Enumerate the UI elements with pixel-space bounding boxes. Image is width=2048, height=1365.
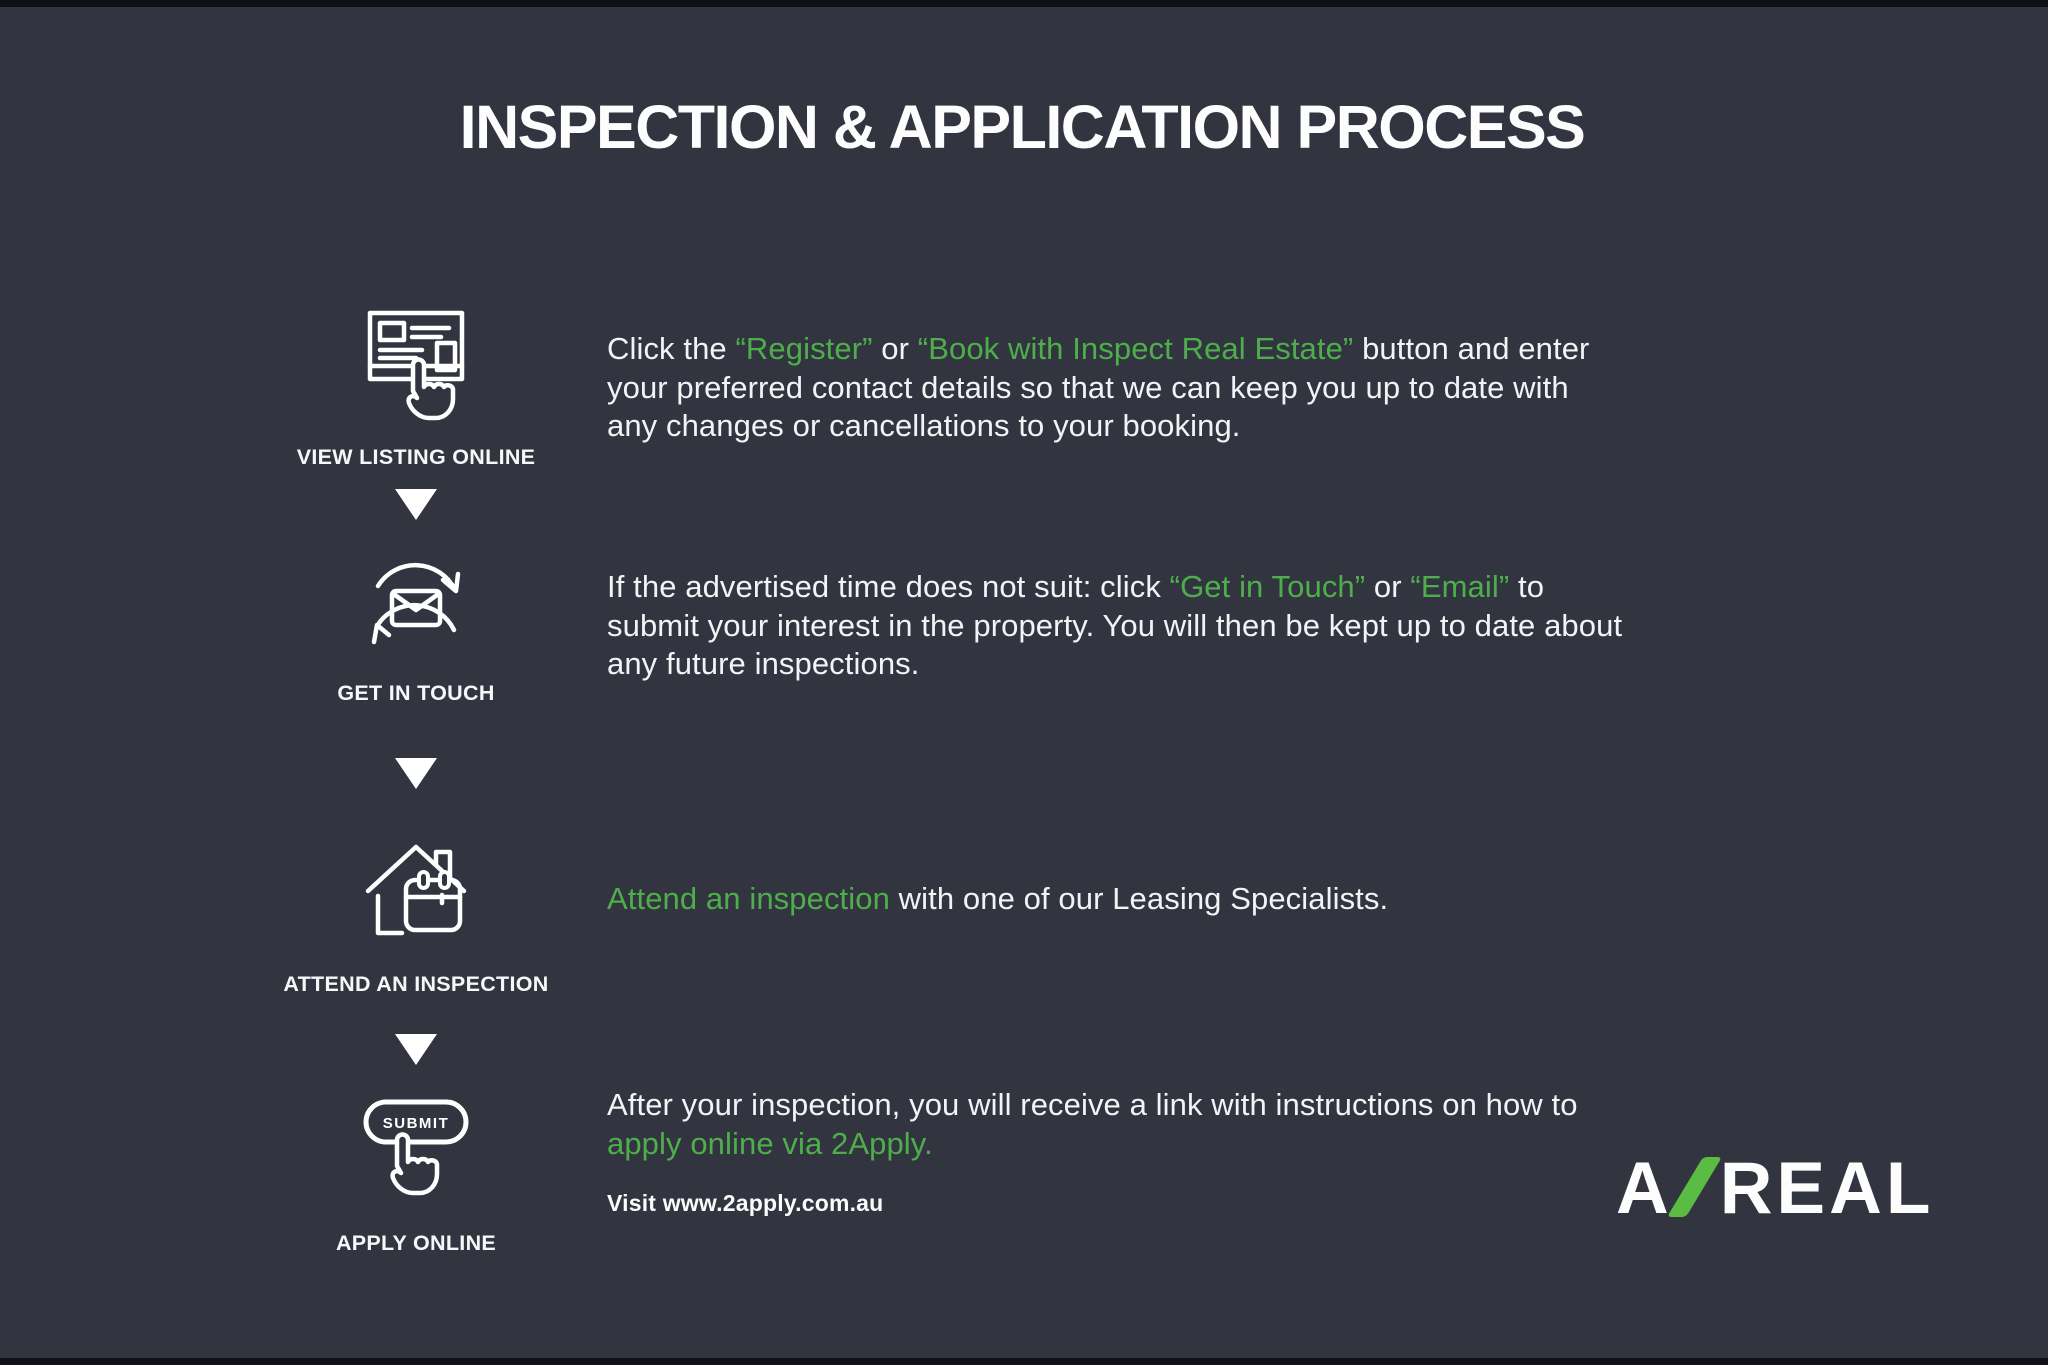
areal-logo <box>1616 1148 1935 1229</box>
submit-click-icon <box>358 1094 474 1203</box>
top-edge-bar <box>0 0 2048 7</box>
visit-2apply-note: Visit www.2apply.com.au <box>607 1190 884 1216</box>
step-label-apply-online: APPLY ONLINE <box>335 1231 497 1255</box>
desc2-seg: or <box>1365 569 1411 604</box>
page-title: INSPECTION & APPLICATION PROCESS <box>459 93 1585 161</box>
desc1-register-highlight: “Register” <box>735 331 873 366</box>
step-description-1 <box>607 330 1627 446</box>
desc1-seg: button and enter your preferred contact details so that we can keep you up to date with any changes or cancellations to your booking. <box>607 331 1590 443</box>
desc1-book-highlight: “Book with Inspect Real Estate” <box>917 331 1354 366</box>
desc2-get-in-touch-highlight: “Get in Touch” <box>1169 569 1366 604</box>
logo-word-real: REAL <box>1719 1148 1935 1229</box>
house-calendar-icon <box>354 834 478 953</box>
logo-letter-a: A <box>1616 1148 1673 1229</box>
desc4-apply-highlight: apply online via 2Apply. <box>607 1125 933 1161</box>
view-listing-click-icon <box>360 303 472 426</box>
submit-button-label: SUBMIT <box>382 1115 450 1132</box>
desc2-email-highlight: “Email” <box>1410 569 1510 604</box>
step-label-get-in-touch: GET IN TOUCH <box>337 681 495 705</box>
down-arrow-icon <box>395 758 437 789</box>
desc3-seg: with one of our Leasing Specialists. <box>889 881 1389 916</box>
step-description-4 <box>607 1086 1627 1163</box>
down-arrow-icon <box>395 1034 437 1065</box>
logo-slash-icon <box>1667 1157 1722 1217</box>
step-description-3 <box>607 880 1627 919</box>
desc1-seg: or <box>872 331 918 366</box>
desc1-seg: Click the <box>607 331 736 366</box>
step-label-attend-inspection: ATTEND AN INSPECTION <box>283 972 549 996</box>
desc2-seg: If the advertised time does not suit: click <box>607 569 1170 604</box>
desc4-seg: After your inspection, you will receive a link with instructions on how to <box>607 1087 1578 1122</box>
step-description-2 <box>607 568 1627 684</box>
email-sync-icon <box>360 552 472 669</box>
desc2-seg: to submit your interest in the property. You will then be kept up to date about any future inspections. <box>607 569 1623 681</box>
step-label-view-listing: VIEW LISTING ONLINE <box>296 445 536 469</box>
desc3-attend-highlight: Attend an inspection <box>607 881 890 916</box>
bottom-edge-bar <box>0 1358 2048 1365</box>
down-arrow-icon <box>395 489 437 520</box>
